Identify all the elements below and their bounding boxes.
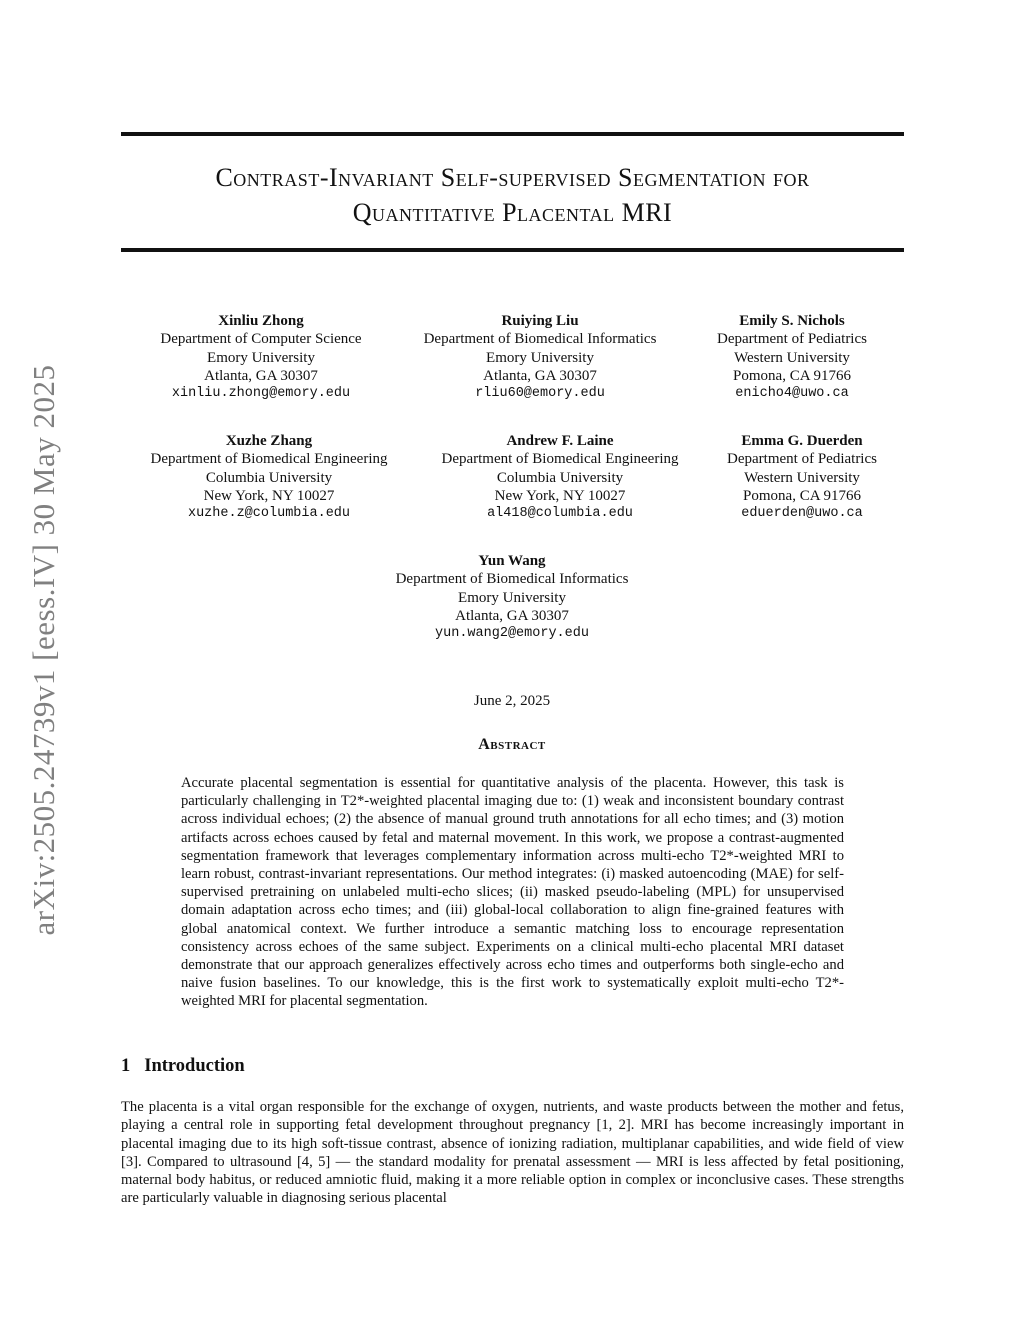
title-top-rule [121,132,904,136]
publication-date: June 2, 2025 [473,693,551,709]
author-name: Emma G. Duerden [741,433,863,449]
author-name: Yun Wang [478,553,546,569]
author-department: Department of Biomedical Engineering [150,451,388,468]
author-university: Columbia University [205,469,333,486]
author-department: Department of Computer Science [160,331,362,348]
arxiv-identifier: arXiv:2505.24739v1 [eess.IV] 30 May 2025 [26,364,61,936]
author-email: rliu60@emory.edu [475,386,605,402]
author-block [727,432,877,523]
author-block [424,312,657,403]
author-address: New York, NY 10027 [494,487,626,504]
author-address: Atlanta, GA 30307 [204,367,318,384]
author-block [441,432,678,523]
paper-title [121,160,904,230]
author-address: Pomona, CA 91766 [743,487,861,504]
author-block [396,552,629,643]
author-email: xuzhe.z@columbia.edu [187,506,351,522]
author-university: Western University [744,469,860,486]
abstract-heading: Abstract [478,736,546,753]
author-address: New York, NY 10027 [203,487,335,504]
author-department: Department of Biomedical Informatics [423,331,657,348]
author-name: Ruiying Liu [501,313,579,329]
author-email: xinliu.zhong@emory.edu [171,386,351,402]
title-bottom-rule [121,248,904,252]
author-name: Andrew F. Laine [506,433,614,449]
author-department: Department of Pediatrics [717,331,867,348]
author-name: Emily S. Nichols [739,313,845,329]
author-university: Columbia University [496,469,624,486]
author-name: Xinliu Zhong [218,313,304,329]
section-heading [121,1056,245,1077]
author-email: eduerden@uwo.ca [741,506,863,522]
author-university: Emory University [486,349,594,366]
author-email: al418@columbia.edu [487,506,633,522]
author-email: yun.wang2@emory.edu [435,626,589,642]
author-address: Pomona, CA 91766 [733,367,851,384]
abstract-text: Accurate placental segmentation is essential for quantitative analysis of the placenta. However, this task is particularly challenging in T2*-weighted placental imaging due to: (1) weak and inconsistent boundary contrast across individual echoes; (2) the absence of manual ground truth annotations for all echo times; and (3) motion artifacts across echoes caused by fetal and maternal movement. In this work, we propose a contrast-augmented segmentation framework that leverages complementary information across multi-echo T2*-weighted MRI to learn robust, contrast-invariant representations. Our method integrates: (i) masked autoencoding (MAE) for self-supervised pretraining on unlabeled multi-echo slices; (ii) masked pseudo-labeling (MPL) for unsupervised domain adaptation across echo times; and (iii) global-local collaboration to align fine-grained features with global anatomical context. We further introduce a semantic matching loss to encourage representation consistency across echoes of the same subject. Experiments on a clinical multi-echo placental MRI dataset demonstrate that our approach generalizes effectively across echo times and outperforms both single-echo and naive fusion baselines. To our knowledge, this is the first work to systematically exploit multi-echo T2*-weighted MRI for placental segmentation. [181,775,844,1010]
author-address: Atlanta, GA 30307 [455,607,569,624]
section-number: 1 [121,1056,131,1076]
author-department: Department of Biomedical Informatics [395,571,629,588]
author-block [150,432,387,523]
author-email: enicho4@uwo.ca [735,386,849,402]
title-line-2: Quantitative Placental MRI [352,198,673,227]
author-block [717,312,867,403]
author-department: Department of Biomedical Engineering [441,451,679,468]
author-block [160,312,361,403]
author-university: Western University [734,349,850,366]
introduction-paragraph: The placenta is a vital organ responsible for the exchange of oxygen, nutrients, and waste products between the mother and fetus, playing a central role in supporting fetal development throughout pregnancy [1, 2]. MRI has become increasingly important in placental imaging due to its high soft-tissue contrast, absence of ionizing radiation, multiplanar capabilities, and wide field of view [3]. Compared to ultrasound [4, 5] — the standard modality for prenatal assessment — MRI is less affected by fetal positioning, maternal body habitus, or reduced amniotic fluid, making it a more reliable option in complex or inconclusive cases. These strengths are particularly valuable in diagnosing serious placental [121,1099,904,1207]
author-university: Emory University [207,349,315,366]
author-name: Xuzhe Zhang [225,433,313,449]
author-department: Department of Pediatrics [727,451,877,468]
title-line-1: Contrast-Invariant Self-supervised Segmentation for [215,163,810,192]
author-address: Atlanta, GA 30307 [483,367,597,384]
author-university: Emory University [458,589,566,606]
section-title: Introduction [144,1056,245,1076]
